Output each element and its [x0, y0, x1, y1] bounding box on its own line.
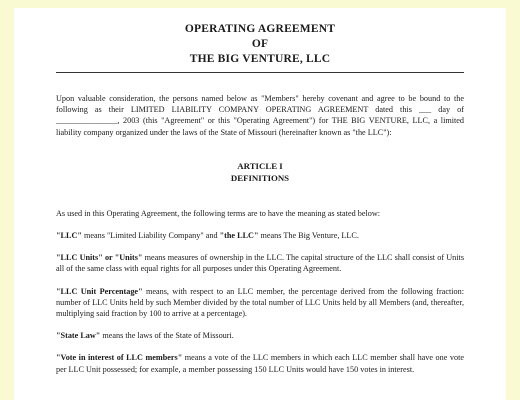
document-title-line-3: THE BIG VENTURE, LLC: [189, 53, 331, 65]
definition-state-law: [56, 330, 464, 341]
definition-text: means "Limited Liability Company" and: [81, 231, 220, 241]
definition-llc-unit-percentage: [56, 286, 464, 320]
definition-llc-units: [56, 252, 464, 274]
definition-text: means measures of ownership in the LLC. The capital structure of the LLC shall consist of Units all of the same class with equal rights for all purposes under this Operating Agreement.: [56, 253, 465, 274]
definition-term: "Vote in interest of LLC members": [56, 353, 183, 363]
definition-term: "LLC Units" or "Units": [56, 253, 143, 263]
definition-term: "State Law": [56, 331, 101, 341]
definition-text: means a vote of the LLC members in which each LLC member shall have one vote per LLC Unit possessed; for example, a member possessing 150 LLC Units would have 150 votes in interest.: [56, 353, 464, 374]
article-title: DEFINITIONS: [230, 172, 290, 183]
article-number: ARTICLE I: [237, 160, 283, 171]
definition-term: "the LLC": [219, 231, 259, 241]
definition-text: means, with respect to an LLC member, the percentage derived from the following fraction: number of LLC Units held by such Member divided by the total number of LLC Units held by all Members (and, thereafter, multiplying said fraction by 100 to arrive at a percentage).: [56, 286, 464, 319]
document-title-line-2: OF: [251, 38, 269, 50]
definition-llc: [56, 230, 464, 241]
definition-text: means The Big Venture, LLC.: [258, 231, 359, 241]
definition-term: "LLC": [56, 231, 82, 241]
title-divider: [56, 72, 464, 73]
intro-paragraph: Upon valuable consideration, the persons named below as "Members" hereby covenant and agree to be bound to the following as their LIMITED LIABILITY COMPANY OPERATING AGREEMENT dated this ___ day of _______________, 2003 (this "Agreement" or this "Operating Agreement") for THE BIG VENTURE, LLC, a limited liability company organized under the laws of the State of Missouri (hereinafter known as "the LLC"):: [56, 94, 464, 137]
definition-term: "LLC Unit Percentage": [56, 286, 143, 296]
document-title-line-1: OPERATING AGREEMENT: [184, 23, 336, 35]
document-page: [14, 8, 506, 400]
definition-vote-in-interest: [56, 352, 464, 374]
definition-text: means the laws of the State of Missouri.: [100, 331, 234, 341]
definitions-lead: As used in this Operating Agreement, the following terms are to have the meaning as stated below:: [56, 208, 381, 218]
